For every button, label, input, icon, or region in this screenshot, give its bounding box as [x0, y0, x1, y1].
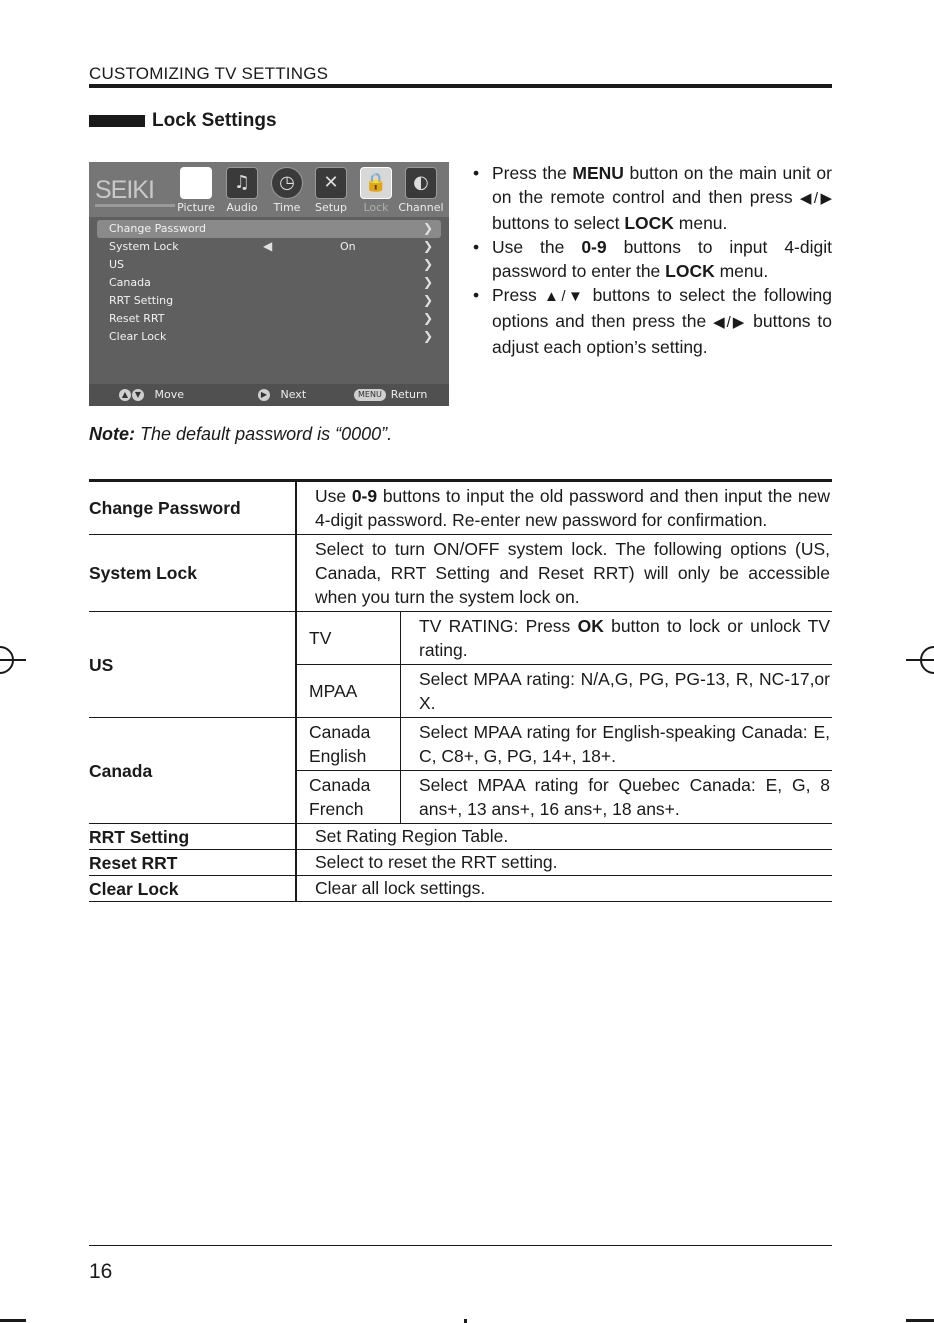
crop-mark-bottom-left: [0, 1319, 26, 1322]
audio-tab-icon: ♫: [226, 167, 258, 199]
digits-key: 0-9: [351, 486, 378, 506]
note-text: The default password is “0000”.: [135, 424, 393, 444]
right-arrow-icon: ▶: [258, 389, 270, 401]
instruction-item: [470, 283, 832, 359]
lock-settings-table: [89, 479, 832, 902]
chevron-right-icon: ❯: [422, 275, 433, 289]
down-arrow-icon: ▼: [132, 389, 144, 401]
tab-label: Lock: [363, 201, 389, 214]
instruction-text: buttons to select: [492, 213, 625, 233]
tab-label: Channel: [398, 201, 444, 214]
row-name: System Lock: [89, 535, 296, 612]
sub-option-line: English: [309, 746, 367, 766]
desc-text: Use: [315, 486, 352, 506]
bullet-dot: •: [473, 163, 480, 183]
crop-mark-bottom-right: [906, 1319, 934, 1322]
sub-option: TV: [296, 612, 401, 665]
row-description: [296, 481, 832, 535]
row-description: Select to reset the RRT setting.: [315, 852, 558, 872]
move-hint: [119, 388, 184, 401]
sub-option: MPAA: [296, 665, 401, 718]
left-right-arrows-icon: ◀/▶: [799, 190, 832, 207]
table-row-clear-lock: [89, 876, 832, 902]
tv-lock-menu-screenshot: [89, 162, 449, 406]
default-password-note: [89, 424, 392, 445]
menu-key-icon: MENU: [354, 389, 386, 401]
sub-description: Select MPAA rating for English-speaking Canada: E, C, C8+, G, PG, 14+, 18+.: [401, 718, 833, 771]
tab-label: Time: [273, 201, 301, 214]
left-right-arrows-icon: ◀/▶: [713, 314, 747, 331]
instruction-text: menu.: [714, 261, 769, 281]
setup-tab-icon: ✕: [315, 167, 347, 199]
chevron-right-icon: ❯: [422, 329, 433, 343]
instruction-list: [470, 161, 832, 359]
menu-item-change-password[interactable]: [97, 220, 441, 238]
menu-item-value: On: [340, 240, 356, 253]
page-number: 16: [89, 1260, 113, 1283]
menu-item-label: Clear Lock: [109, 330, 167, 343]
row-name: Canada: [89, 718, 296, 824]
note-label: Note:: [89, 424, 135, 444]
table-row-rrt-setting: [89, 824, 832, 850]
menu-item-reset-rrt[interactable]: [97, 310, 441, 328]
tab-label: Picture: [177, 201, 215, 214]
return-hint: [354, 388, 427, 401]
section-header: CUSTOMIZING TV SETTINGS: [89, 64, 329, 83]
chevron-right-icon: ❯: [422, 293, 433, 307]
footer-rule: [89, 1245, 832, 1246]
digits-key: 0-9: [581, 237, 607, 257]
instruction-text: buttons to input 4-digit password to enter the: [492, 237, 832, 281]
tab-audio[interactable]: [219, 167, 265, 214]
desc-text: TV RATING: Press: [419, 616, 578, 636]
menu-item-label: US: [109, 258, 125, 271]
next-hint-label: Next: [280, 388, 307, 401]
menu-item-system-lock[interactable]: [97, 238, 441, 256]
menu-item-label: Canada: [109, 276, 151, 289]
tab-time[interactable]: [264, 167, 310, 214]
crop-mark-bottom-center: [464, 1319, 467, 1323]
row-description: Clear all lock settings.: [315, 878, 486, 898]
sub-option-line: French: [309, 799, 364, 819]
registration-mark-right-icon: [906, 640, 934, 680]
menu-item-label: RRT Setting: [109, 294, 174, 307]
up-down-arrows-icon: ▲/▼: [544, 288, 586, 305]
instruction-text: button on the main unit or on the remote control and then press: [492, 163, 832, 207]
registration-mark-left-icon: [0, 640, 26, 680]
menu-item-us[interactable]: [97, 256, 441, 274]
seiki-logo: SEIKI: [95, 176, 154, 204]
sub-option-line: Canada: [309, 775, 371, 795]
row-name: RRT Setting: [89, 824, 296, 850]
title-marker-bar: [89, 115, 145, 127]
table-row-us-tv: [89, 612, 832, 665]
menu-item-label: Reset RRT: [109, 312, 165, 325]
sub-description: [401, 612, 833, 665]
sub-option: [296, 718, 401, 771]
table-row-system-lock: [89, 535, 832, 612]
row-name: Clear Lock: [89, 876, 296, 902]
chevron-right-icon: ❯: [422, 311, 433, 325]
next-hint: [258, 388, 306, 401]
desc-text: buttons to input the old password and then input the new 4-digit password. Re-enter new password for confirmation.: [315, 486, 830, 530]
lock-key: LOCK: [665, 261, 715, 281]
lock-key: LOCK: [624, 213, 674, 233]
picture-tab-icon: [180, 167, 212, 199]
tab-setup[interactable]: [308, 167, 354, 214]
row-description: Select to turn ON/OFF system lock. The following options (US, Canada, RRT Setting and Reset RRT) will only be accessible when you turn the system lock on.: [315, 539, 830, 607]
instruction-text: Press the: [492, 163, 573, 183]
page-title: Lock Settings: [152, 110, 277, 131]
row-name: US: [89, 612, 296, 718]
table-row-canada-english: [89, 718, 832, 771]
instruction-item: [470, 161, 832, 235]
return-hint-label: Return: [390, 388, 428, 401]
instruction-text: menu.: [673, 213, 728, 233]
tv-menu-hint-bar: [89, 384, 449, 406]
chevron-right-icon: ❯: [422, 221, 433, 235]
up-arrow-icon: ▲: [119, 389, 131, 401]
chevron-right-icon: ❯: [422, 257, 433, 271]
move-hint-label: Move: [154, 388, 184, 401]
channel-tab-icon: ◐: [405, 167, 437, 199]
header-rule: [89, 84, 832, 88]
sub-option: [296, 771, 401, 824]
lock-tab-icon: 🔒: [360, 167, 392, 199]
table-row-change-password: [89, 481, 832, 535]
instruction-text: buttons to adjust each option’s setting.: [492, 311, 832, 357]
menu-item-canada[interactable]: [97, 274, 441, 292]
tab-label: Audio: [226, 201, 258, 214]
sub-option-line: Canada: [309, 722, 371, 742]
time-tab-icon: ◷: [271, 167, 303, 199]
menu-item-clear-lock[interactable]: [97, 328, 441, 346]
instruction-item: [470, 235, 832, 283]
instruction-text: Use the: [492, 237, 582, 257]
menu-item-rrt-setting[interactable]: [97, 292, 441, 310]
desc-text: button to lock or unlock TV rating.: [419, 616, 830, 660]
logo-underline: [95, 204, 175, 207]
tab-label: Setup: [314, 201, 348, 214]
chevron-left-icon[interactable]: ◀: [263, 239, 273, 253]
menu-key: MENU: [572, 163, 624, 183]
row-description: Set Rating Region Table.: [315, 826, 509, 846]
tab-picture[interactable]: [173, 167, 219, 214]
tab-lock[interactable]: [353, 167, 399, 214]
menu-item-label: System Lock: [109, 240, 179, 253]
row-name: Change Password: [89, 481, 296, 535]
lock-menu-list: [97, 220, 441, 346]
instruction-text: buttons to select the following options and then press the: [492, 285, 832, 331]
bullet-dot: •: [473, 237, 480, 257]
row-name: Reset RRT: [89, 850, 296, 876]
sub-description: Select MPAA rating for Quebec Canada: E, G, 8 ans+, 13 ans+, 16 ans+, 18 ans+.: [419, 775, 830, 819]
table-row-reset-rrt: [89, 850, 832, 876]
sub-description: Select MPAA rating: N/A,G, PG, PG-13, R, NC-17,or X.: [419, 669, 830, 713]
ok-key: OK: [577, 616, 604, 636]
bullet-dot: •: [473, 285, 480, 305]
menu-item-label: Change Password: [109, 222, 206, 235]
chevron-right-icon[interactable]: ❯: [422, 239, 433, 253]
tab-channel[interactable]: [398, 167, 444, 214]
instruction-text: Press: [492, 285, 545, 305]
